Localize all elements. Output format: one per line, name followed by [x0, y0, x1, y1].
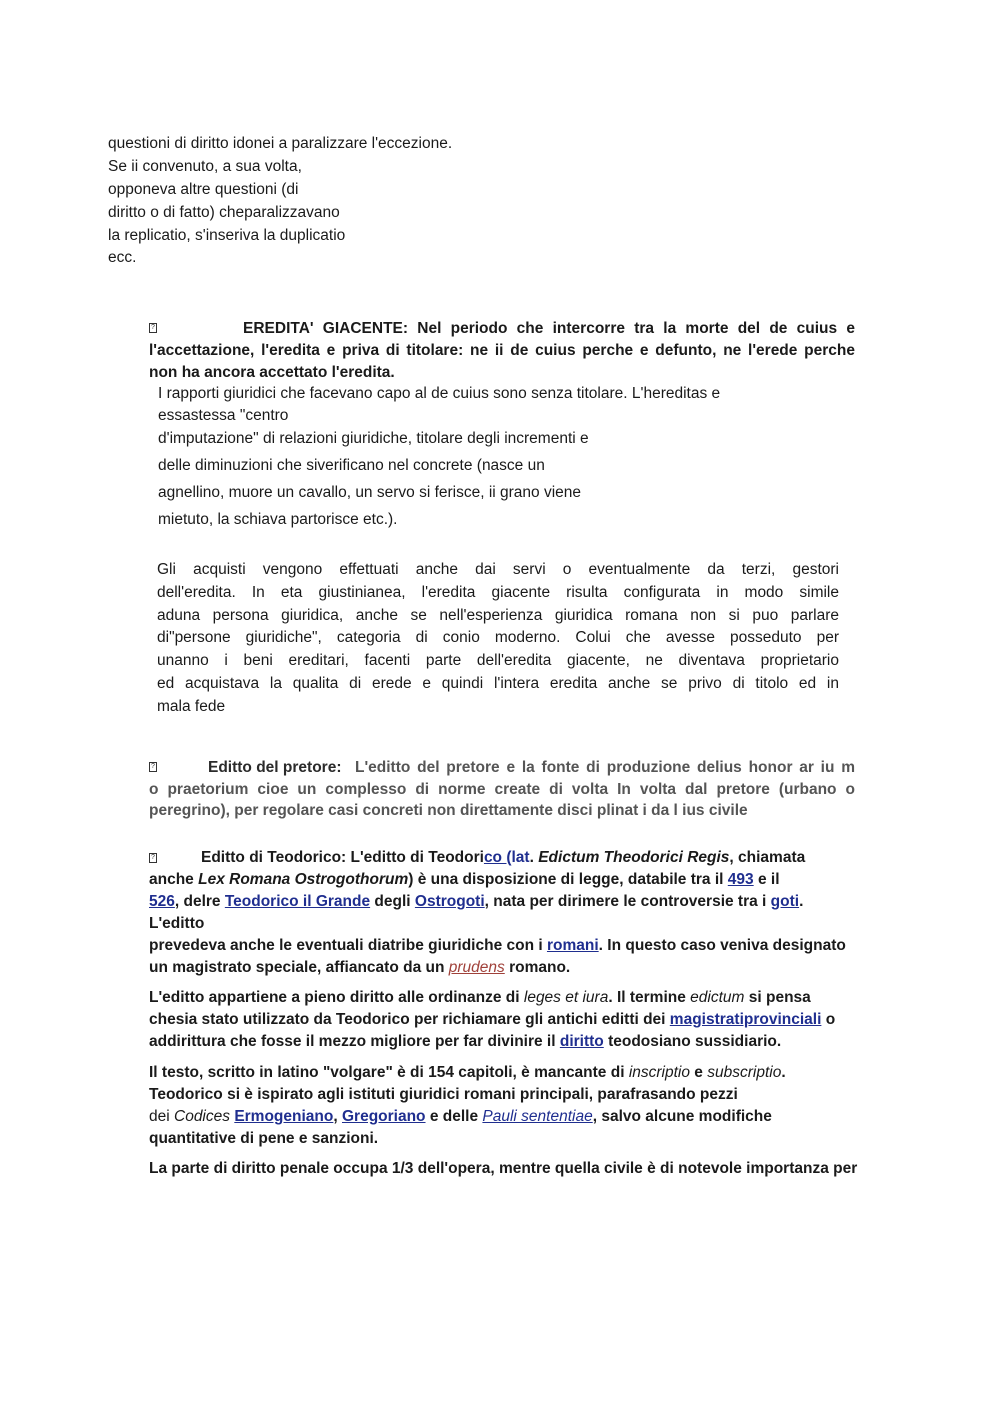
- text-run: e il: [753, 871, 780, 888]
- intro-line: diritto o di fatto) cheparalizzavano: [108, 204, 340, 221]
- text-run: , chiamata: [729, 849, 806, 866]
- text-run: . Il termine: [608, 989, 691, 1006]
- eredita-body-line: I rapporti giuridici che facevano capo al de cuius sono senza titolare. L'hereditas e: [158, 385, 721, 402]
- eredita-para2-line: ed acquistava la qualita di erede e quindi l'intera eredita anche se privo di titolo ed in: [157, 675, 839, 692]
- eredita-para2-line: unanno i beni ereditari, facenti parte dell'eredita giacente, ne diventava proprietario: [157, 652, 839, 669]
- text-run: ,: [333, 1108, 342, 1125]
- eredita-para2-line: di"persone giuridiche", categoria di conio moderno. Colui che avesse posseduto per: [157, 629, 839, 646]
- teodorico-line: [149, 891, 803, 913]
- eredita-body-line: agnellino, muore un cavallo, un servo si ferisce, ii grano viene: [158, 484, 582, 501]
- eredita-para2-line: aduna persona giuridica, anche se nell'esperienza giuridica romana non si puo parlare: [157, 607, 839, 624]
- teodorico-line: [149, 1062, 786, 1084]
- eredita-body-line: d'imputazione" di relazioni giuridiche, titolare degli incrementi e: [158, 430, 589, 447]
- link-pauli-sententiae[interactable]: Pauli sententiae: [482, 1108, 593, 1125]
- link-prudens[interactable]: prudens: [448, 959, 505, 976]
- text-run: leges et iura: [523, 989, 609, 1006]
- teodorico-line: L'editto: [149, 915, 205, 932]
- teodorico-line: [149, 957, 570, 979]
- pretore-title: Editto del pretore:: [208, 759, 342, 776]
- bullet-icon: ?: [149, 323, 157, 333]
- teodorico-line: [149, 987, 811, 1009]
- intro-line: Se ii convenuto, a sua volta,: [108, 158, 302, 175]
- link-gregoriano[interactable]: Gregoriano: [341, 1108, 426, 1125]
- text-run: addirittura che fosse il mezzo migliore per far divinire il: [149, 1033, 560, 1050]
- text-run: subscriptio: [707, 1064, 782, 1081]
- text-run: , salvo alcune modifiche: [592, 1108, 772, 1125]
- link-ostrogoti[interactable]: Ostrogoti: [414, 893, 485, 910]
- link-526[interactable]: 526: [149, 893, 175, 910]
- teodorico-line: [149, 1106, 772, 1128]
- text-run: degli: [370, 893, 415, 910]
- text-run: teodosiano sussidiario.: [603, 1033, 782, 1050]
- text-run: .: [781, 1064, 786, 1081]
- bullet-icon: ?: [149, 853, 157, 863]
- text-run: un magistrato speciale, affiancato da un: [149, 959, 449, 976]
- text-run: , nata per dirimere le controversie tra i: [484, 893, 771, 910]
- link-diritto[interactable]: diritto: [559, 1033, 604, 1050]
- link-romani[interactable]: romani: [546, 937, 599, 954]
- link-goti[interactable]: goti: [770, 893, 800, 910]
- link-teodorico-il-grande[interactable]: Teodorico il Grande: [224, 893, 371, 910]
- text-run: Codices: [174, 1108, 230, 1125]
- text-run: . In questo caso veniva designato: [598, 937, 846, 954]
- intro-line: la replicatio, s'inseriva la duplicatio: [108, 227, 346, 244]
- eredita-heading-line: EREDITA' GIACENTE: Nel periodo che intercorre tra la morte del de cuius e: [243, 320, 855, 337]
- text-run: .: [529, 849, 539, 866]
- intro-line: questioni di diritto idonei a paralizzare l'eccezione.: [108, 135, 453, 152]
- teodorico-line: [149, 935, 846, 957]
- intro-line: opponeva altre questioni (di: [108, 181, 299, 198]
- text-run: Editto di Teodorico: L'editto di Teodori: [201, 849, 484, 866]
- eredita-heading-line: l'accettazione, l'eredita e priva di titolare: ne ii de cuius perche e defunto, ne l'erede perche: [149, 342, 855, 359]
- intro-line: ecc.: [108, 249, 137, 266]
- eredita-heading-line: non ha ancora accettato l'eredita.: [149, 364, 395, 381]
- teodorico-line: [149, 869, 780, 891]
- teodorico-line: [149, 1031, 781, 1053]
- eredita-body-line: mietuto, la schiava partorisce etc.).: [158, 511, 398, 528]
- text-run: o: [821, 1011, 836, 1028]
- text-run: prevedeva anche le eventuali diatribe giuridiche con i: [149, 937, 547, 954]
- text-run: e: [690, 1064, 708, 1081]
- text-run: Edictum Theodorici Regis: [538, 849, 730, 866]
- text-run: .: [799, 893, 804, 910]
- eredita-para2-line: dell'eredita. In eta giustinianea, l'eredita giacente risulta configurata in modo simile: [157, 584, 839, 601]
- link-fragment[interactable]: co (: [483, 849, 512, 866]
- text-run: , delre: [174, 893, 225, 910]
- link-493[interactable]: 493: [727, 871, 754, 888]
- pretore-line: o praetorium cioe un complesso di norme create di volta In volta dal pretore (urbano o: [149, 781, 855, 798]
- teodorico-line: [201, 847, 805, 869]
- teodorico-line: [149, 1009, 835, 1031]
- link-lat[interactable]: lat: [511, 849, 530, 866]
- eredita-body-line: essastessa "centro: [158, 407, 289, 424]
- teodorico-line: La parte di diritto penale occupa 1/3 dell'opera, mentre quella civile è di notevole importanza per: [149, 1160, 858, 1177]
- link-ermogeniano[interactable]: Ermogeniano: [234, 1108, 334, 1125]
- eredita-para2-line: Gli acquisti vengono effettuati anche dai servi o eventualmente da terzi, gestori: [157, 561, 839, 578]
- teodorico-line: Teodorico si è ispirato agli istituti giuridici romani principali, parafrasando pezzi: [149, 1086, 738, 1103]
- bullet-icon: ?: [149, 762, 157, 772]
- text-run: si pensa: [744, 989, 811, 1006]
- text-run: Lex Romana Ostrogothorum: [198, 871, 409, 888]
- eredita-para2-line: mala fede: [157, 698, 226, 715]
- text-run: dei: [149, 1108, 174, 1125]
- eredita-body-line: delle diminuzioni che siverificano nel concrete (nasce un: [158, 457, 545, 474]
- pretore-line: L'editto del pretore e la fonte di produzione delius honor ar iu m: [355, 759, 855, 776]
- teodorico-line: quantitative di pene e sanzioni.: [149, 1130, 379, 1147]
- text-run: edictum: [690, 989, 745, 1006]
- pretore-line: peregrino), per regolare casi concreti non direttamente disci plinat i da l ius civile: [149, 802, 748, 819]
- text-run: inscriptio: [628, 1064, 690, 1081]
- text-run: Il testo, scritto in latino "volgare" è di 154 capitoli, è mancante di: [149, 1064, 629, 1081]
- text-run: romano.: [504, 959, 571, 976]
- text-run: L'editto appartiene a pieno diritto alle ordinanze di: [149, 989, 524, 1006]
- text-run: chesia stato utilizzato da Teodorico per richiamare gli antichi editti dei: [149, 1011, 670, 1028]
- text-run: anche: [149, 871, 199, 888]
- text-run: ) è una disposizione di legge, databile tra il: [408, 871, 728, 888]
- link-magistratiprovinciali[interactable]: magistratiprovinciali: [669, 1011, 822, 1028]
- text-run: e delle: [425, 1108, 483, 1125]
